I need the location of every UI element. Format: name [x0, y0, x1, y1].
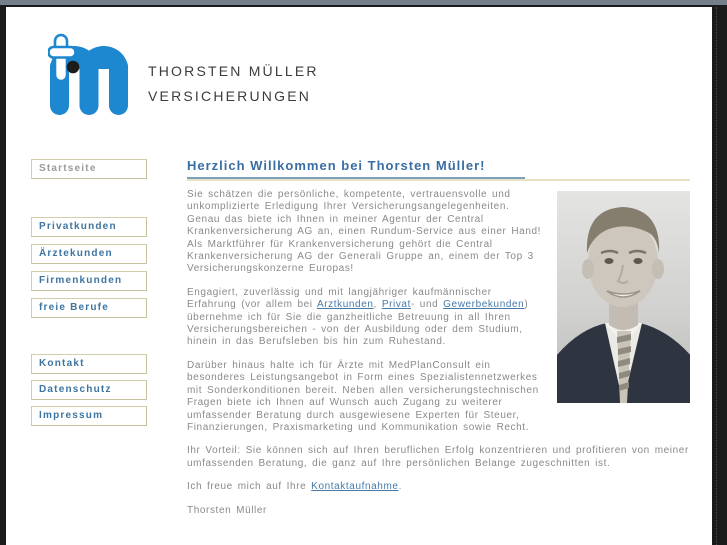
- window-right-edge: [716, 7, 717, 545]
- signature: [187, 505, 690, 517]
- text-segment: Darüber hinaus halte ich für Ärzte mit MedPlanConsult ein besonderes Leistungsangebot in Form eines Spezialistennetzwerkes mit Sonderkonditionen bereit. Neben allen versicherungstechnischen Fragen biete ich Ihnen auf Wunsch auch Zugang zu weiterer umfassender Beratung durch ausgewiesene Experten für Steuer, Finanzierungen, Praxismarketing und Kommunikation sowie Recht.: [187, 359, 539, 433]
- brand-name: [148, 59, 319, 109]
- sidebar-item-firmenkunden[interactable]: Firmenkunden: [31, 271, 147, 291]
- text-link[interactable]: Gewerbekunden: [443, 299, 525, 311]
- heading-rule: [187, 179, 690, 181]
- text-segment: ,: [373, 299, 382, 311]
- contact-paragraph: [187, 481, 690, 493]
- text-segment: - und: [410, 299, 444, 311]
- text-link[interactable]: Privat: [381, 299, 411, 311]
- benefit-paragraph: [187, 445, 690, 470]
- page-title: Herzlich Willkommen bei Thorsten Müller!: [187, 158, 525, 179]
- text-link[interactable]: Kontaktaufnahme: [311, 481, 399, 493]
- portrait-photo-image: [557, 191, 690, 403]
- text-segment: Sie schätzen die persönliche, kompetente, vertrauensvolle und unkomplizierte Erledigung Ihrer Versicherungsangelegenheiten. Genau das biete ich Ihnen in meiner Agentur der Central Krankenversicherung AG an, einen Rundum-Service aus einer Hand! Als Marktführer für Krankenversicherung gehört die Central Krankenversicherung AG der Generali Gruppe an, einem der Top 3 Versicherungskonzerne Europas!: [187, 189, 542, 275]
- text-segment: Ihr Vorteil: Sie können sich auf Ihren beruflichen Erfolg konzentrieren und profitieren von meiner umfassenden Beratung, die ganz auf Ihre persönlichen Belange zugeschnitten ist.: [187, 445, 689, 469]
- portrait-photo: [557, 191, 690, 403]
- text-link[interactable]: Arztkunden: [316, 299, 374, 311]
- text-segment: Engagiert, zuverlässig und mit langjähriger kaufmännischer Erfahrung (vor allem bei: [187, 286, 492, 311]
- logo-link[interactable]: [48, 33, 130, 115]
- sidebar-item-impressum[interactable]: Impressum: [31, 406, 147, 426]
- page-background: [6, 7, 712, 545]
- sidebar-item-kontakt[interactable]: Kontakt: [31, 354, 147, 374]
- brand-line-1: THORSTEN MÜLLER: [148, 63, 319, 79]
- text-segment: Thorsten Müller: [187, 504, 267, 516]
- brand-line-2: VERSICHERUNGEN: [148, 88, 312, 104]
- text-segment: .: [398, 481, 402, 493]
- sidebar-item-aerztekunden[interactable]: Ärztekunden: [31, 244, 147, 264]
- main-content: [187, 158, 690, 528]
- sidebar-item-datenschutz[interactable]: Datenschutz: [31, 380, 147, 400]
- window-top-band: [0, 0, 727, 5]
- sidebar-item-startseite[interactable]: Startseite: [31, 159, 147, 179]
- sidebar-item-freie-berufe[interactable]: freie Berufe: [31, 298, 147, 318]
- sidebar-item-privatkunden[interactable]: Privatkunden: [31, 217, 147, 237]
- text-segment: Ich freue mich auf Ihre: [187, 481, 312, 493]
- logo-tm-monogram-icon: [48, 33, 130, 115]
- content-body: [187, 189, 690, 517]
- text-segment: ) übernehme ich für Sie die ganzheitliche Betreuung in all Ihren Versicherungsbereichen - von der Ausbildung oder dem Studium, hinein in das Berufsleben bis hin zum Ruhestand.: [187, 299, 529, 348]
